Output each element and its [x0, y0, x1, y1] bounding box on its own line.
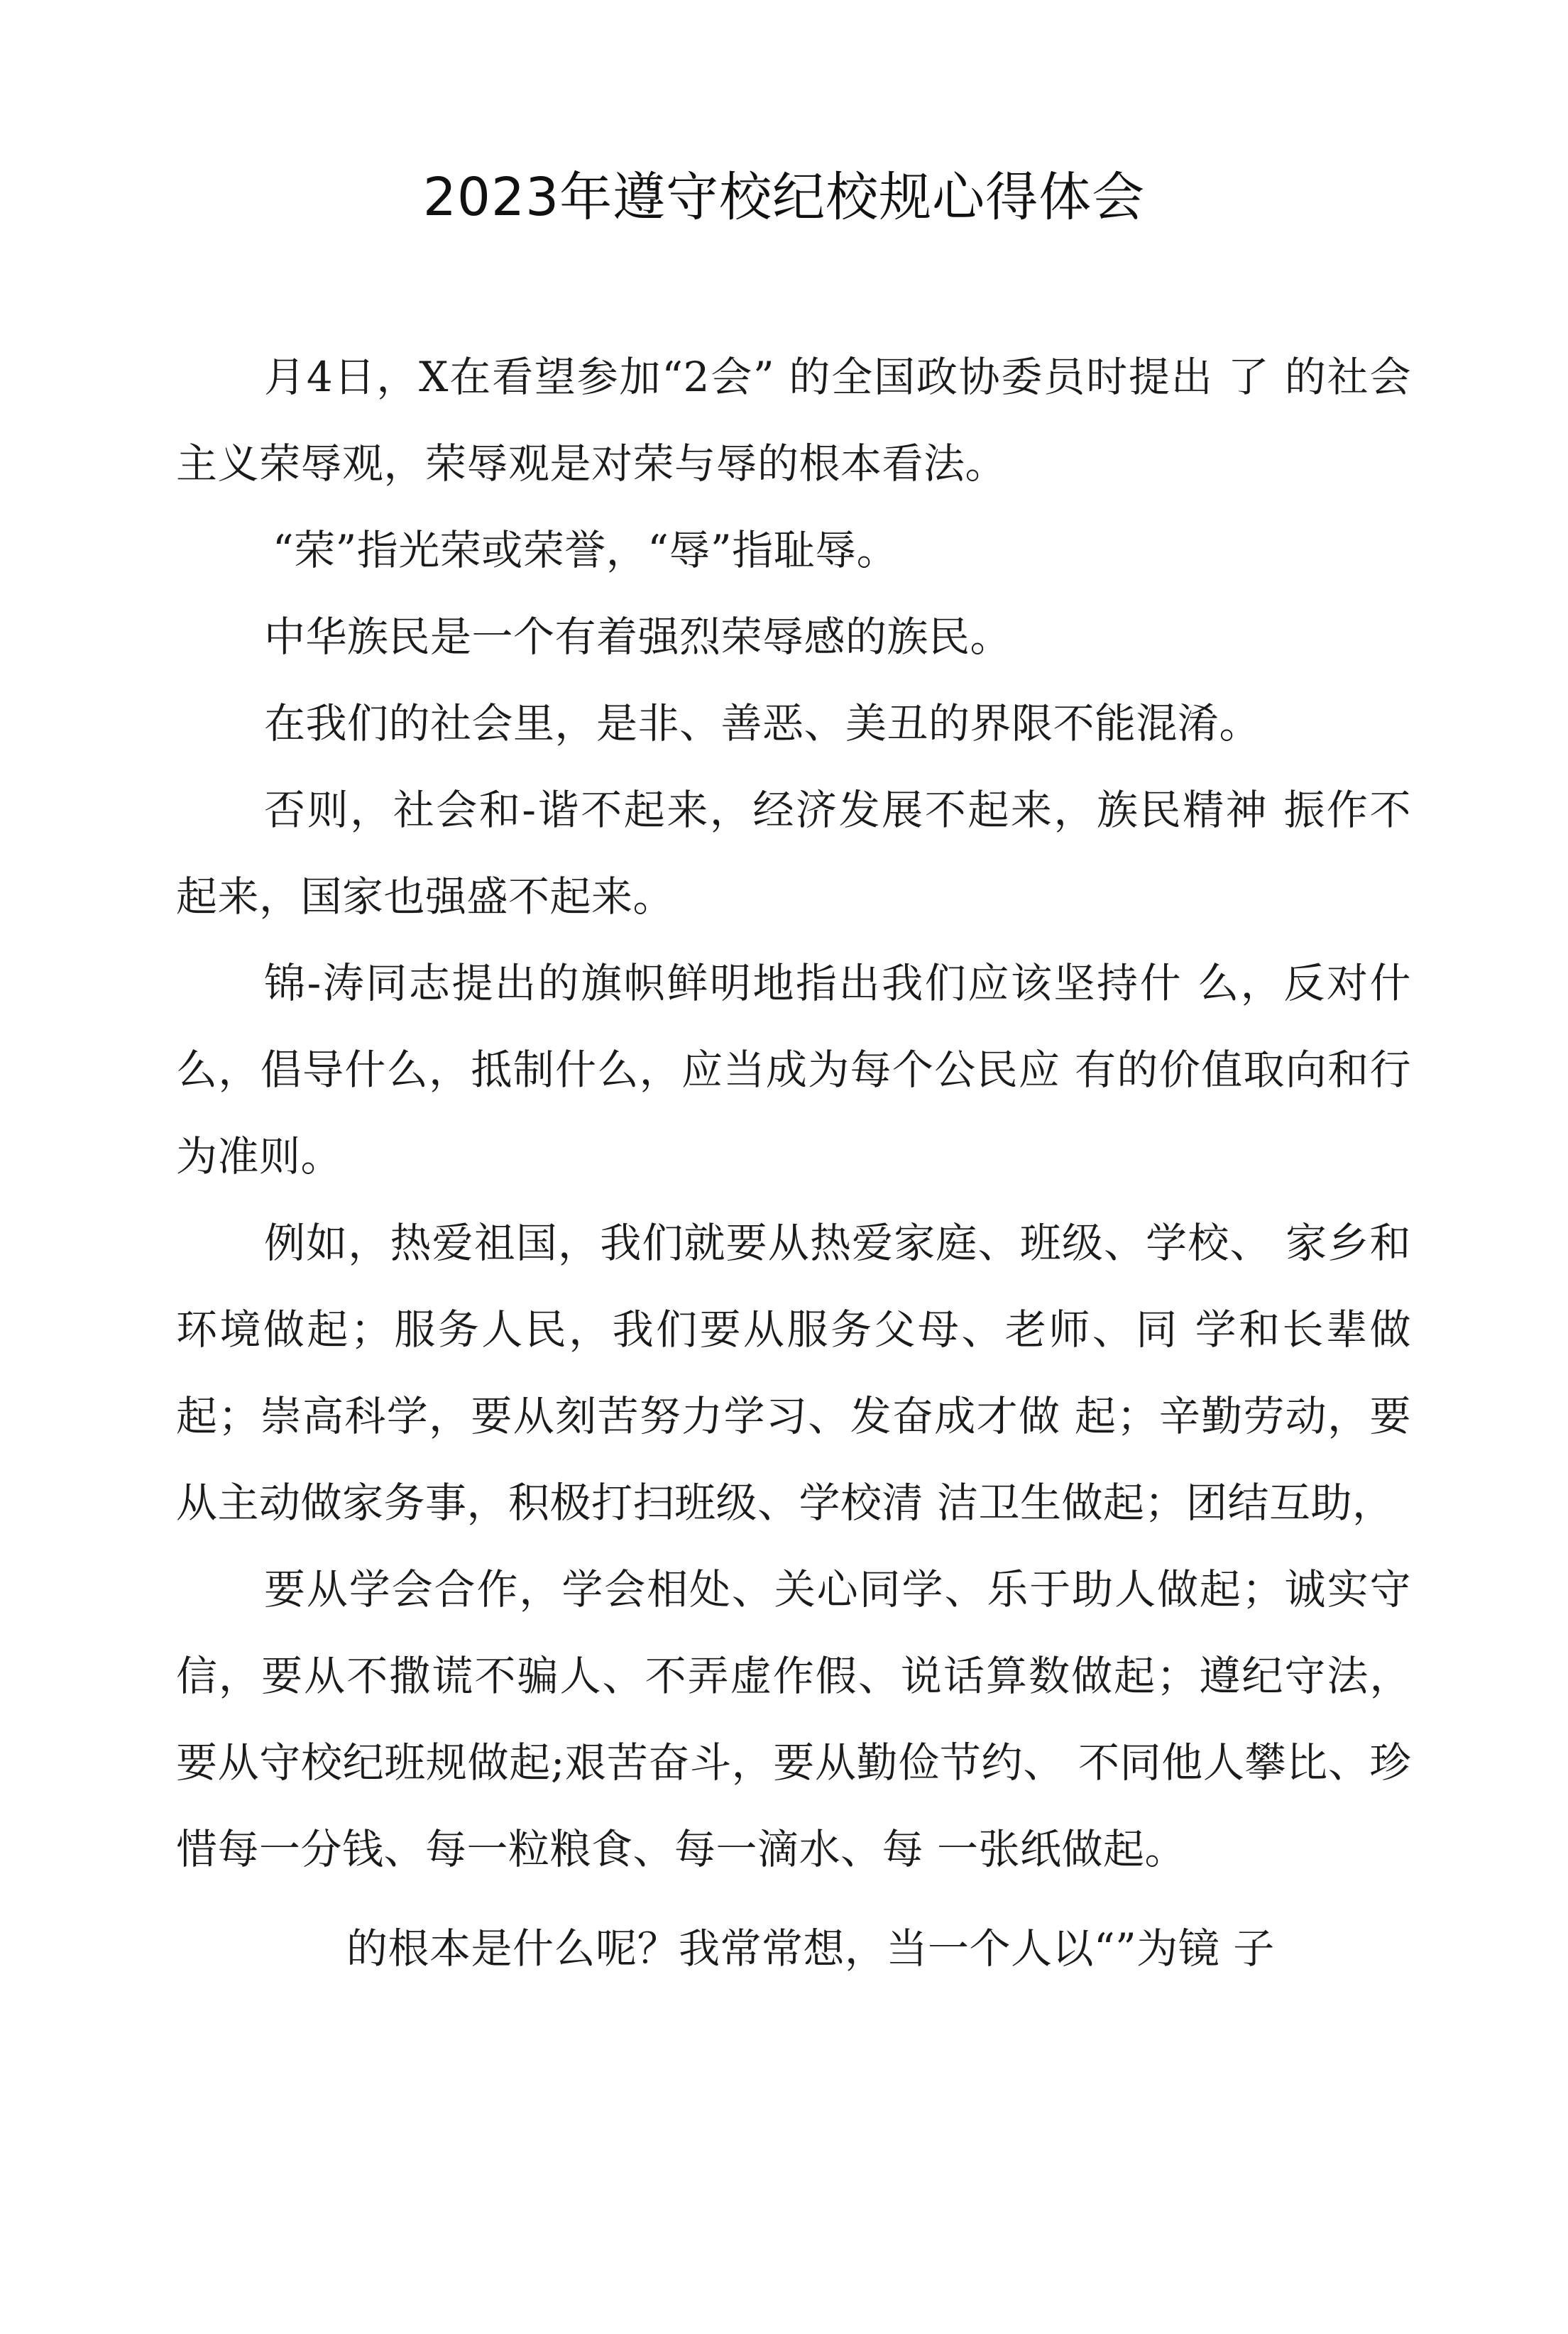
paragraph-1: 月4日，X在看望参加“2会” 的全国政协委员时提出 了 的社会主义荣辱观，荣辱观是对荣与辱的根本看法。: [176, 353, 1411, 488]
document-title: 2023年遵守校纪校规心得体会: [422, 167, 1146, 228]
paragraph-3: 中华族民是一个有着强烈荣辱感的族民。: [264, 613, 1012, 661]
paragraph-5: 否则，社会和-谐不起来，经济发展不起来，族民精神 振作不起来，国家也强盛不起来。: [176, 786, 1411, 921]
paragraph-8: 要从学会合作，学会相处、关心同学、乐于助人做起；诚实守信，要从不撒谎不骗人、不弄虚作假、说话算数做起；遵纪守法，要从守校纪班规做起;艰苦奋斗，要从勤俭节约、 不同他人攀比、珍惜每一分钱、每一粒粮食、每一滴水、每 一张纸做起。: [176, 1565, 1411, 1873]
paragraph-4: 在我们的社会里，是非、善恶、美丑的界限不能混淆。: [264, 699, 1261, 747]
paragraph-9: 的根本是什么呢？我常常想，当一个人以“”为镜 子: [346, 1924, 1275, 1973]
document-body: [176, 334, 1411, 1992]
paragraph-7: 例如，热爱祖国，我们就要从热爱家庭、班级、学校、 家乡和环境做起；服务人民，我们要从服务父母、老师、同 学和长辈做起；崇高科学，要从刻苦努力学习、发奋成才做 起；辛勤劳动，要从主动做家务事，积极打扫班级、学校清 洁卫生做起；团结互助，: [176, 1219, 1411, 1527]
paragraph-2: “荣”指光荣或荣誉，“辱”指耻辱。: [273, 526, 899, 574]
paragraph-6: 锦-涛同志提出的旗帜鲜明地指出我们应该坚持什 么，反对什么，倡导什么，抵制什么，应当成为每个公民应 有的价值取向和行为准则。: [176, 959, 1411, 1180]
